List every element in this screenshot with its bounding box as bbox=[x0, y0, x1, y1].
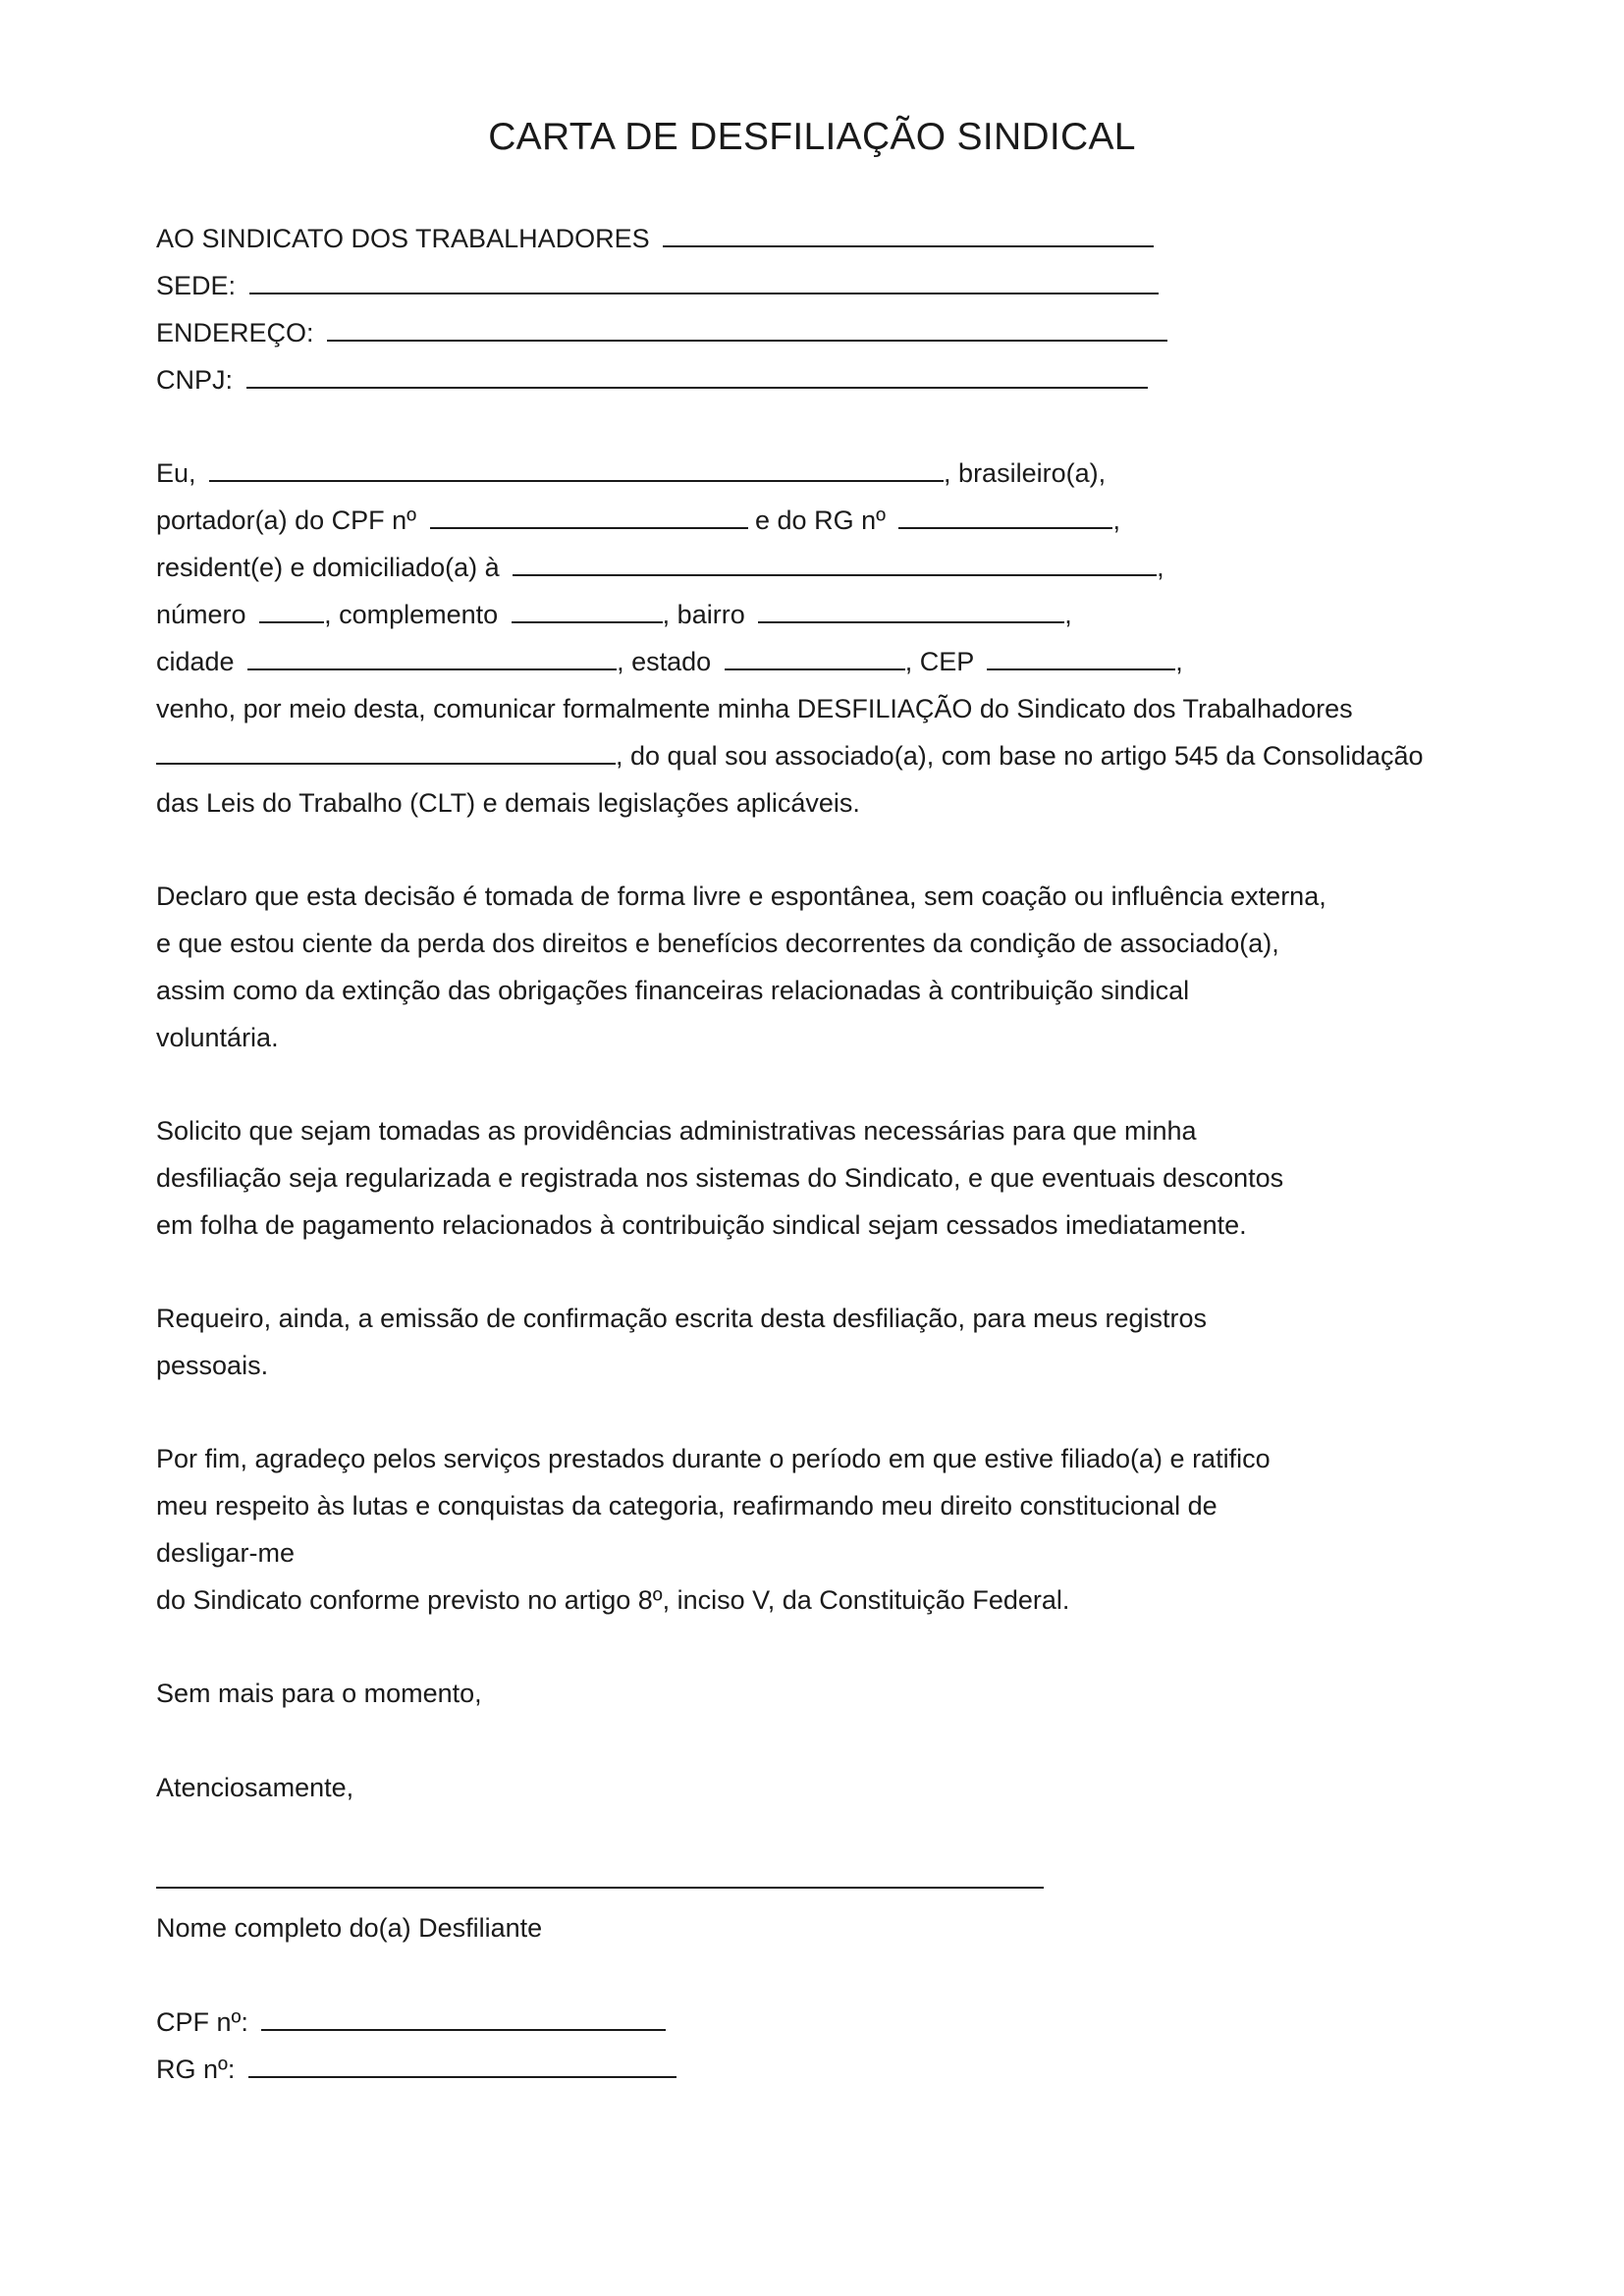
address-field[interactable] bbox=[513, 553, 1157, 576]
cnpj-line bbox=[156, 363, 1148, 397]
union-line bbox=[156, 222, 1154, 255]
sede-line bbox=[156, 269, 1159, 302]
eu-text: Eu, bbox=[156, 458, 196, 488]
das-leis-text: das Leis do Trabalho (CLT) e demais legislações aplicáveis. bbox=[156, 788, 860, 818]
complemento-text: , complemento bbox=[324, 600, 499, 629]
paragraph-4-line: do Sindicato conforme previsto no artigo 8º, inciso V, da Constituição Federal. bbox=[156, 1585, 1070, 1615]
comma-text: , bbox=[1175, 647, 1183, 676]
sede-field[interactable] bbox=[249, 271, 1159, 294]
paragraph-1-line: voluntária. bbox=[156, 1023, 279, 1052]
union-name-field[interactable] bbox=[663, 224, 1154, 247]
sede-label: SEDE: bbox=[156, 271, 237, 300]
cpf-signature-line bbox=[156, 2005, 666, 2039]
cnpj-label: CNPJ: bbox=[156, 365, 234, 395]
union-label: AO SINDICATO DOS TRABALHADORES bbox=[156, 224, 650, 253]
numero-text: número bbox=[156, 600, 246, 629]
endereco-field[interactable] bbox=[327, 318, 1167, 342]
union-name-field-2[interactable] bbox=[156, 741, 616, 765]
paragraph-2-line: Solicito que sejam tomadas as providências administrativas necessárias para que minha bbox=[156, 1116, 1197, 1146]
bairro-text: , bairro bbox=[662, 600, 745, 629]
do-qual-line bbox=[156, 739, 1424, 773]
cep-field[interactable] bbox=[987, 647, 1175, 670]
cidade-line bbox=[156, 645, 1183, 678]
endereco-label: ENDEREÇO: bbox=[156, 318, 314, 347]
paragraph-1-line: e que estou ciente da perda dos direitos e benefícios decorrentes da condição de associado(a), bbox=[156, 929, 1279, 958]
cnpj-field[interactable] bbox=[246, 365, 1148, 389]
venho-line bbox=[156, 692, 1353, 725]
signature-line[interactable] bbox=[156, 1887, 1044, 1889]
estado-field[interactable] bbox=[725, 647, 905, 670]
paragraph-1-line: Declaro que esta decisão é tomada de forma livre e espontânea, sem coação ou influência externa, bbox=[156, 881, 1326, 911]
paragraph-2-line: em folha de pagamento relacionados à contribuição sindical sejam cessados imediatamente. bbox=[156, 1210, 1247, 1240]
rg-number-field[interactable] bbox=[898, 506, 1112, 529]
signature-caption: Nome completo do(a) Desfiliante bbox=[156, 1913, 543, 1943]
atenciosamente-text: Atenciosamente, bbox=[156, 1773, 354, 1802]
complemento-field[interactable] bbox=[512, 600, 663, 623]
das-leis-line bbox=[156, 786, 860, 820]
document-title: CARTA DE DESFILIAÇÃO SINDICAL bbox=[488, 116, 1136, 158]
rg-text: e do RG nº bbox=[755, 506, 886, 535]
eu-line bbox=[156, 456, 1106, 490]
estado-text: , estado bbox=[617, 647, 712, 676]
residente-text: resident(e) e domiciliado(a) à bbox=[156, 553, 500, 582]
numero-field[interactable] bbox=[259, 600, 324, 623]
cpf-rg-line bbox=[156, 504, 1120, 537]
sem-mais-text: Sem mais para o momento, bbox=[156, 1679, 482, 1708]
portador-text: portador(a) do CPF nº bbox=[156, 506, 416, 535]
rg-label: RG nº: bbox=[156, 2055, 236, 2084]
rg-signature-line bbox=[156, 2053, 677, 2086]
comma-text: , bbox=[1112, 506, 1120, 535]
paragraph-4-line: meu respeito às lutas e conquistas da categoria, reafirmando meu direito constitucional de bbox=[156, 1491, 1218, 1521]
do-qual-text: , do qual sou associado(a), com base no artigo 545 da Consolidação bbox=[616, 741, 1424, 771]
paragraph-3-line: pessoais. bbox=[156, 1351, 269, 1380]
comma-text: , bbox=[1064, 600, 1072, 629]
paragraph-3-line: Requeiro, ainda, a emissão de confirmação escrita desta desfiliação, para meus registros bbox=[156, 1304, 1208, 1333]
paragraph-4-line: Por fim, agradeço pelos serviços prestados durante o período em que estive filiado(a) e ratifico bbox=[156, 1444, 1271, 1473]
endereco-line bbox=[156, 316, 1167, 349]
venho-text: venho, por meio desta, comunicar formalmente minha DESFILIAÇÃO do Sindicato dos Trabalhadores bbox=[156, 694, 1353, 723]
cidade-text: cidade bbox=[156, 647, 235, 676]
comma-text: , bbox=[1157, 553, 1164, 582]
bairro-field[interactable] bbox=[758, 600, 1064, 623]
cep-text: , CEP bbox=[904, 647, 974, 676]
full-name-field[interactable] bbox=[209, 458, 944, 482]
cpf-number-field[interactable] bbox=[430, 506, 748, 529]
brasileiro-text: , brasileiro(a), bbox=[944, 458, 1107, 488]
paragraph-1-line: assim como da extinção das obrigações financeiras relacionadas à contribuição sindical bbox=[156, 976, 1190, 1005]
rg-signature-field[interactable] bbox=[248, 2055, 677, 2078]
numero-line bbox=[156, 598, 1072, 631]
cidade-field[interactable] bbox=[247, 647, 617, 670]
paragraph-2-line: desfiliação seja regularizada e registrada nos sistemas do Sindicato, e que eventuais descontos bbox=[156, 1163, 1284, 1193]
cpf-signature-field[interactable] bbox=[261, 2007, 666, 2031]
paragraph-4-line: desligar-me bbox=[156, 1538, 296, 1568]
residente-line bbox=[156, 551, 1164, 584]
cpf-label: CPF nº: bbox=[156, 2007, 248, 2037]
